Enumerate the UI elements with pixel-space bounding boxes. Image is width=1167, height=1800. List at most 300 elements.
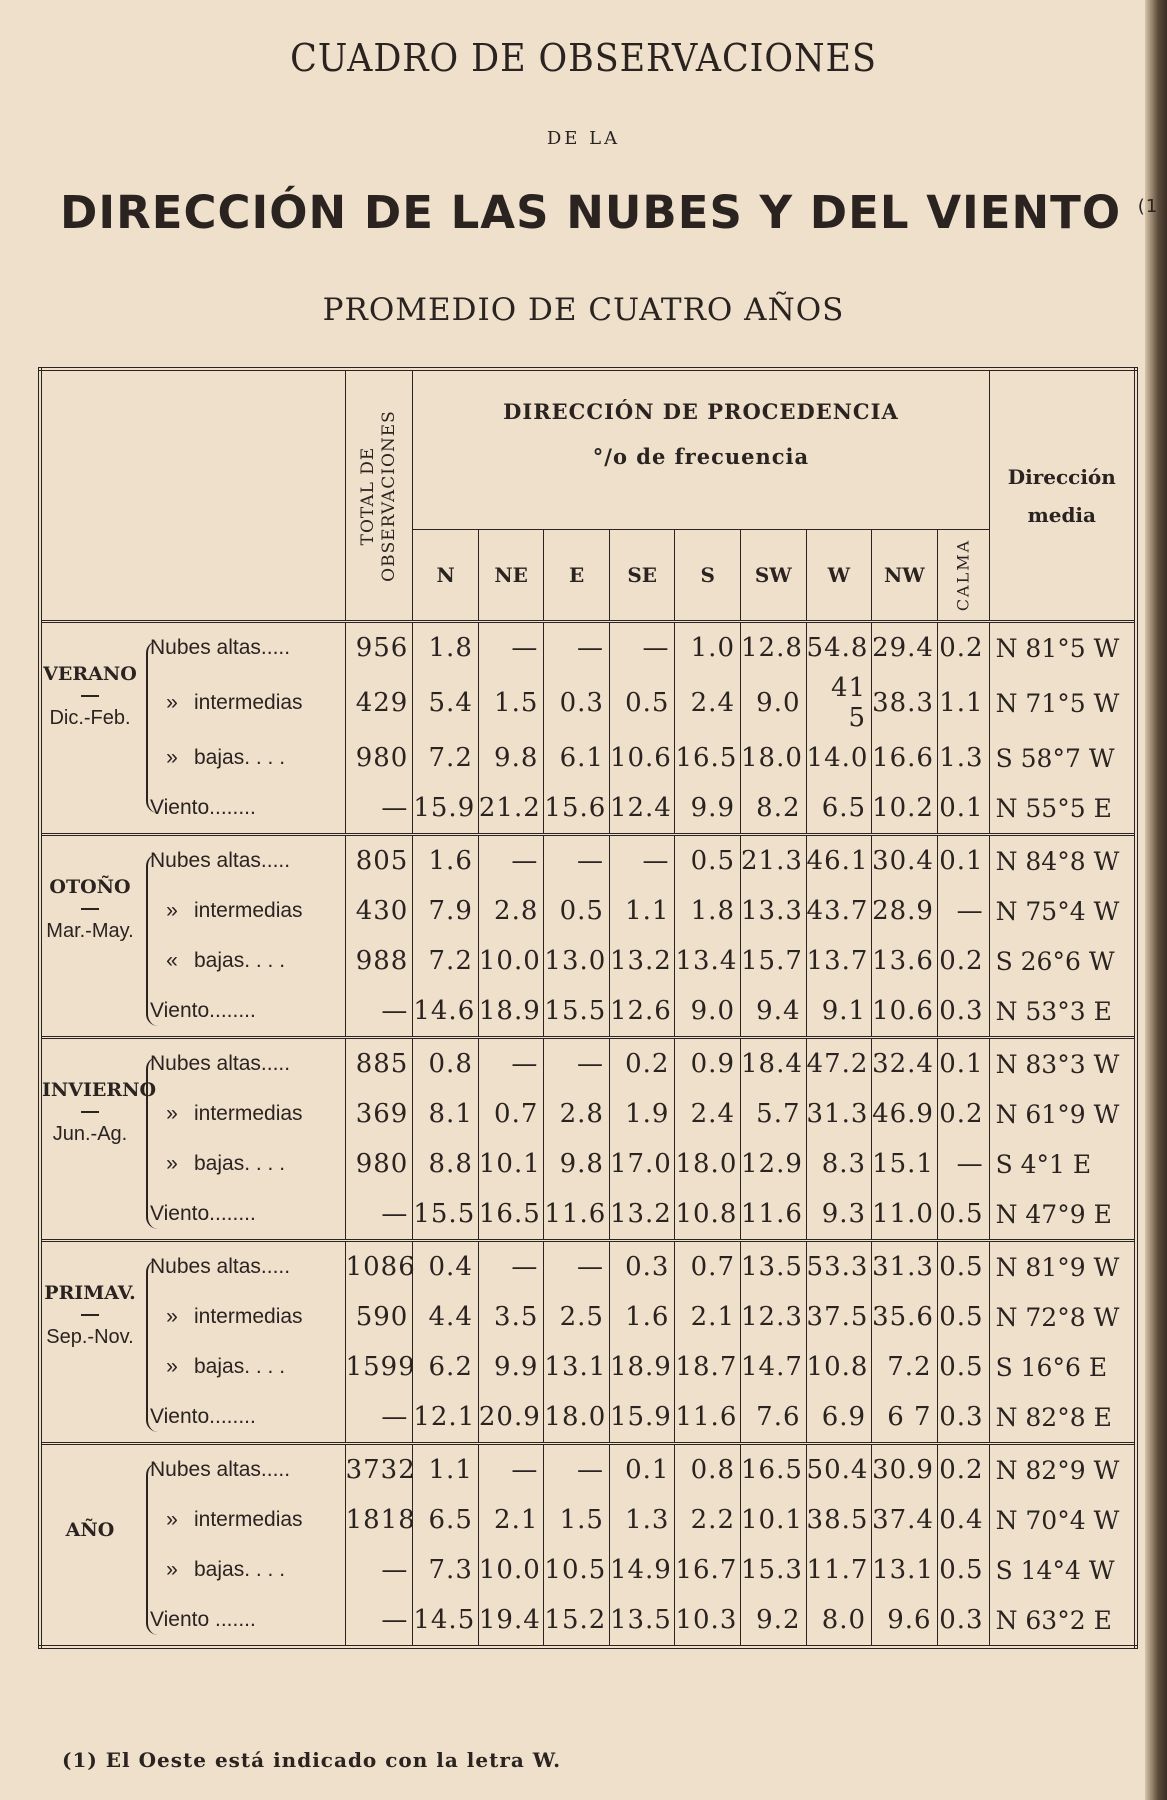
value-cell: 12.8 (741, 622, 807, 674)
value-cell: 11.7 (806, 1545, 872, 1595)
total-cell: — (345, 1189, 413, 1241)
season-months: Jun.-Ag. (52, 1123, 128, 1145)
value-cell: 1.5 (478, 673, 544, 733)
table-row (40, 622, 1136, 674)
total-cell: 430 (345, 886, 413, 936)
value-cell: 4.4 (413, 1292, 479, 1342)
media-cell: S 4°1 E (989, 1139, 1136, 1189)
value-cell: — (478, 1038, 544, 1090)
total-cell: 3732 (345, 1444, 413, 1496)
table-row (40, 936, 1136, 986)
value-cell: 0.3 (609, 1241, 675, 1293)
value-cell: 13.2 (609, 936, 675, 986)
row-label-cell (40, 1139, 345, 1189)
media-cell: N 75°4 W (989, 886, 1136, 936)
row-label-cell (40, 1595, 345, 1647)
value-cell: 14.6 (413, 986, 479, 1038)
value-cell: 13.5 (609, 1595, 675, 1647)
value-cell: 10.0 (478, 936, 544, 986)
value-cell: 18.0 (544, 1392, 610, 1444)
total-cell: 369 (345, 1089, 413, 1139)
page-edge (1145, 0, 1167, 1800)
value-cell: 16.5 (741, 1444, 807, 1496)
value-cell: 16.5 (478, 1189, 544, 1241)
value-cell: 0.5 (937, 1189, 989, 1241)
value-cell: 46.9 (872, 1089, 938, 1139)
value-cell: 28.9 (872, 886, 938, 936)
total-cell: 956 (345, 622, 413, 674)
value-cell: 10.1 (741, 1495, 807, 1545)
row-label: Nubes altas..... (150, 849, 291, 872)
value-cell: 0.5 (937, 1241, 989, 1293)
value-cell: 8.2 (741, 783, 807, 835)
value-cell: 2.4 (675, 673, 741, 733)
value-cell: 17.0 (609, 1139, 675, 1189)
value-cell: 0.1 (937, 1038, 989, 1090)
value-cell: 37.4 (872, 1495, 938, 1545)
value-cell: 2.2 (675, 1495, 741, 1545)
row-label: Nubes altas..... (150, 1255, 291, 1278)
table-row (40, 1545, 1136, 1595)
value-cell: 0.2 (937, 622, 989, 674)
value-cell: 18.9 (478, 986, 544, 1038)
value-cell: 15.9 (609, 1392, 675, 1444)
row-label: Viento........ (150, 1202, 256, 1225)
value-cell: — (478, 835, 544, 887)
value-cell: 1.1 (937, 673, 989, 733)
row-label: Viento........ (150, 999, 256, 1022)
column-header-ne: NE (478, 530, 544, 622)
value-cell: 6 7 (872, 1392, 938, 1444)
value-cell: 6.9 (806, 1392, 872, 1444)
value-cell: 1.8 (675, 886, 741, 936)
value-cell: 9.9 (675, 783, 741, 835)
column-header-n: N (413, 530, 479, 622)
row-label-cell (40, 936, 345, 986)
row-label: » intermedias (166, 1508, 303, 1531)
value-cell: 18.9 (609, 1342, 675, 1392)
value-cell: 38.3 (872, 673, 938, 733)
value-cell: 8.8 (413, 1139, 479, 1189)
season-name: INVIERNO Jun.-Ag. (42, 1075, 138, 1149)
footnote-mark: (1 (1137, 196, 1159, 217)
value-cell: — (609, 835, 675, 887)
row-label: » bajas. . . . (166, 1355, 286, 1378)
value-cell: — (937, 1139, 989, 1189)
value-cell: 0.7 (478, 1089, 544, 1139)
value-cell: 0.7 (675, 1241, 741, 1293)
table-row (40, 1089, 1136, 1139)
value-cell: 38.5 (806, 1495, 872, 1545)
column-header-se: SE (609, 530, 675, 622)
value-cell: 13.6 (872, 936, 938, 986)
value-cell: 43.7 (806, 886, 872, 936)
value-cell: 9.4 (741, 986, 807, 1038)
value-cell: 13.3 (741, 886, 807, 936)
value-cell: 32.4 (872, 1038, 938, 1090)
value-cell: 1.1 (413, 1444, 479, 1496)
value-cell: 41 5 (806, 673, 872, 733)
table-row (40, 1038, 1136, 1090)
value-cell: 12.9 (741, 1139, 807, 1189)
total-cell: — (345, 1545, 413, 1595)
total-cell: 980 (345, 1139, 413, 1189)
value-cell: 0.5 (675, 835, 741, 887)
media-cell: N 55°5 E (989, 783, 1136, 835)
value-cell: — (937, 886, 989, 936)
row-label-cell (40, 1392, 345, 1444)
value-cell: 0.3 (544, 673, 610, 733)
media-cell: N 70°4 W (989, 1495, 1136, 1545)
value-cell: 10.0 (478, 1545, 544, 1595)
total-cell: 1599 (345, 1342, 413, 1392)
value-cell: 0.1 (937, 783, 989, 835)
value-cell: 0.3 (937, 1392, 989, 1444)
season-months: Dic.-Feb. (49, 707, 131, 729)
media-cell: S 58°7 W (989, 733, 1136, 783)
value-cell: 9.8 (544, 1139, 610, 1189)
value-cell: 18.4 (741, 1038, 807, 1090)
value-cell: 7.2 (413, 733, 479, 783)
value-cell: 0.1 (937, 835, 989, 887)
value-cell: 1.5 (544, 1495, 610, 1545)
value-cell: 2.5 (544, 1292, 610, 1342)
value-cell: 0.5 (609, 673, 675, 733)
table-row (40, 733, 1136, 783)
direction-header: DIRECCIÓN DE PROCEDENCIA °/o de frecuencia (413, 369, 989, 530)
value-cell: 0.8 (413, 1038, 479, 1090)
value-cell: 2.4 (675, 1089, 741, 1139)
table-row (40, 1139, 1136, 1189)
value-cell: 8.0 (806, 1595, 872, 1647)
value-cell: 13.7 (806, 936, 872, 986)
value-cell: — (478, 1444, 544, 1496)
value-cell: 15.9 (413, 783, 479, 835)
total-cell: — (345, 1595, 413, 1647)
value-cell: — (544, 622, 610, 674)
value-cell: — (544, 1038, 610, 1090)
value-cell: 14.7 (741, 1342, 807, 1392)
row-label: » intermedias (166, 899, 303, 922)
value-cell: 9.2 (741, 1595, 807, 1647)
table-row (40, 1342, 1136, 1392)
value-cell: 11.6 (675, 1392, 741, 1444)
column-header-e: E (544, 530, 610, 622)
table-row (40, 1495, 1136, 1545)
value-cell: 6.2 (413, 1342, 479, 1392)
row-label: Nubes altas..... (150, 636, 291, 659)
value-cell: 30.4 (872, 835, 938, 887)
value-cell: 3.5 (478, 1292, 544, 1342)
value-cell: 0.2 (609, 1038, 675, 1090)
table-row (40, 1189, 1136, 1241)
value-cell: 2.1 (675, 1292, 741, 1342)
value-cell: 7.6 (741, 1392, 807, 1444)
value-cell: 53.3 (806, 1241, 872, 1293)
row-label: » bajas. . . . (166, 1152, 286, 1175)
value-cell: 20.9 (478, 1392, 544, 1444)
column-header-calma: CALMA (937, 530, 989, 622)
value-cell: 1.8 (413, 622, 479, 674)
total-cell: 1818 (345, 1495, 413, 1545)
season-months: Mar.-May. (46, 920, 134, 942)
total-cell: — (345, 1392, 413, 1444)
value-cell: 10.3 (675, 1595, 741, 1647)
row-label-cell (40, 886, 345, 936)
value-cell: 7.3 (413, 1545, 479, 1595)
media-cell: N 47°9 E (989, 1189, 1136, 1241)
media-cell: N 53°3 E (989, 986, 1136, 1038)
row-label-cell (40, 1495, 345, 1545)
media-cell: N 72°8 W (989, 1292, 1136, 1342)
value-cell: 9.0 (675, 986, 741, 1038)
total-cell: 805 (345, 835, 413, 887)
value-cell: 15.3 (741, 1545, 807, 1595)
media-cell: N 84°8 W (989, 835, 1136, 887)
subtitle: PROMEDIO DE CUATRO AÑOS (322, 292, 845, 328)
value-cell: 0.5 (544, 886, 610, 936)
table-row (40, 886, 1136, 936)
value-cell: 5.7 (741, 1089, 807, 1139)
value-cell: 16.7 (675, 1545, 741, 1595)
table-row (40, 673, 1136, 733)
value-cell: 15.1 (872, 1139, 938, 1189)
value-cell: 12.3 (741, 1292, 807, 1342)
table-row (40, 986, 1136, 1038)
total-cell: 988 (345, 936, 413, 986)
media-cell: N 82°8 E (989, 1392, 1136, 1444)
value-cell: 35.6 (872, 1292, 938, 1342)
value-cell: 11.6 (741, 1189, 807, 1241)
value-cell: 50.4 (806, 1444, 872, 1496)
media-cell: S 16°6 E (989, 1342, 1136, 1392)
value-cell: — (478, 1241, 544, 1293)
value-cell: 11.0 (872, 1189, 938, 1241)
value-cell: 2.1 (478, 1495, 544, 1545)
column-header-sw: SW (741, 530, 807, 622)
value-cell: 7.2 (872, 1342, 938, 1392)
row-label: Viento ....... (150, 1608, 256, 1631)
total-cell: 885 (345, 1038, 413, 1090)
media-cell: N 71°5 W (989, 673, 1136, 733)
row-label-cell (40, 1545, 345, 1595)
value-cell: 31.3 (872, 1241, 938, 1293)
value-cell: 0.3 (937, 1595, 989, 1647)
row-label-cell (40, 1342, 345, 1392)
value-cell: 11.6 (544, 1189, 610, 1241)
value-cell: 1.3 (609, 1495, 675, 1545)
row-label-cell (40, 986, 345, 1038)
value-cell: — (478, 622, 544, 674)
value-cell: 15.5 (413, 1189, 479, 1241)
row-label-cell (40, 1292, 345, 1342)
value-cell: 15.2 (544, 1595, 610, 1647)
value-cell: 9.8 (478, 733, 544, 783)
value-cell: 0.1 (609, 1444, 675, 1496)
column-header-nw: NW (872, 530, 938, 622)
value-cell: 9.0 (741, 673, 807, 733)
value-cell: 0.2 (937, 1444, 989, 1496)
observations-table (38, 367, 1138, 1712)
media-cell: S 14°4 W (989, 1545, 1136, 1595)
blank-header-cell (40, 369, 345, 622)
row-label: Nubes altas..... (150, 1458, 291, 1481)
value-cell: 0.5 (937, 1292, 989, 1342)
total-header: TOTAL DE OBSERVACIONES (345, 369, 413, 622)
value-cell: 6.5 (806, 783, 872, 835)
value-cell: — (544, 1241, 610, 1293)
value-cell: 1.3 (937, 733, 989, 783)
value-cell: 9.9 (478, 1342, 544, 1392)
value-cell: 29.4 (872, 622, 938, 674)
value-cell: 15.5 (544, 986, 610, 1038)
value-cell: 46.1 (806, 835, 872, 887)
row-label-cell (40, 1189, 345, 1241)
value-cell: 8.1 (413, 1089, 479, 1139)
value-cell: 47.2 (806, 1038, 872, 1090)
row-label-cell (40, 1089, 345, 1139)
value-cell: 9.1 (806, 986, 872, 1038)
row-label: » intermedias (166, 691, 303, 714)
value-cell: 10.2 (872, 783, 938, 835)
value-cell: 10.6 (872, 986, 938, 1038)
media-cell: N 82°9 W (989, 1444, 1136, 1496)
value-cell: 21.2 (478, 783, 544, 835)
value-cell: 18.0 (675, 1139, 741, 1189)
value-cell: 0.3 (937, 986, 989, 1038)
season-months: Sep.-Nov. (46, 1326, 134, 1348)
value-cell: 30.9 (872, 1444, 938, 1496)
total-cell: 1086 (345, 1241, 413, 1293)
value-cell: 1.1 (609, 886, 675, 936)
value-cell: 37.5 (806, 1292, 872, 1342)
row-label: « bajas. . . . (166, 949, 286, 972)
value-cell: 10.1 (478, 1139, 544, 1189)
value-cell: — (609, 622, 675, 674)
frequency-subheader: °/o de frecuencia (592, 444, 810, 469)
value-cell: 0.4 (413, 1241, 479, 1293)
table-row (40, 1241, 1136, 1293)
table-row (40, 1444, 1136, 1496)
media-cell: N 81°5 W (989, 622, 1136, 674)
value-cell: 19.4 (478, 1595, 544, 1647)
season-name: VERANO Dic.-Feb. (42, 659, 138, 733)
value-cell: 15.6 (544, 783, 610, 835)
value-cell: 9.3 (806, 1189, 872, 1241)
media-cell: N 63°2 E (989, 1595, 1136, 1647)
row-label: » intermedias (166, 1305, 303, 1328)
season-name: PRIMAV. Sep.-Nov. (42, 1278, 138, 1352)
table-row (40, 1292, 1136, 1342)
title-connector: DE LA (546, 128, 621, 149)
main-title: DIRECCIÓN DE LAS NUBES Y DEL VIENTO $^{(1}$ (60, 186, 1159, 239)
value-cell: 14.9 (609, 1545, 675, 1595)
value-cell: 1.0 (675, 622, 741, 674)
media-cell: S 26°6 W (989, 936, 1136, 986)
value-cell: 15.7 (741, 936, 807, 986)
season-name: AÑO (65, 1519, 115, 1541)
row-label-cell (40, 673, 345, 733)
value-cell: 12.1 (413, 1392, 479, 1444)
value-cell: 21.3 (741, 835, 807, 887)
value-cell: 6.5 (413, 1495, 479, 1545)
value-cell: 5.4 (413, 673, 479, 733)
total-cell: 590 (345, 1292, 413, 1342)
value-cell: 10.8 (806, 1342, 872, 1392)
column-header-s: S (675, 530, 741, 622)
value-cell: 16.5 (675, 733, 741, 783)
value-cell: 9.6 (872, 1595, 938, 1647)
row-label: » bajas. . . . (166, 1558, 286, 1581)
media-cell: N 81°9 W (989, 1241, 1136, 1293)
value-cell: 16.6 (872, 733, 938, 783)
footnote: (1) El Oeste está indicado con la letra W. (62, 1748, 562, 1772)
column-header-w: W (806, 530, 872, 622)
row-label: Nubes altas..... (150, 1052, 291, 1075)
value-cell: 14.0 (806, 733, 872, 783)
value-cell: 18.0 (741, 733, 807, 783)
value-cell: 13.4 (675, 936, 741, 986)
value-cell: 14.5 (413, 1595, 479, 1647)
value-cell: 13.1 (544, 1342, 610, 1392)
value-cell: — (544, 835, 610, 887)
value-cell: 12.6 (609, 986, 675, 1038)
total-cell: — (345, 986, 413, 1038)
table-row (40, 835, 1136, 887)
value-cell: 0.2 (937, 936, 989, 986)
value-cell: — (544, 1444, 610, 1496)
table-row (40, 1392, 1136, 1444)
value-cell: 2.8 (478, 886, 544, 936)
value-cell: 13.2 (609, 1189, 675, 1241)
row-label-cell (40, 733, 345, 783)
media-cell: N 83°3 W (989, 1038, 1136, 1090)
value-cell: 13.5 (741, 1241, 807, 1293)
value-cell: 10.5 (544, 1545, 610, 1595)
value-cell: 31.3 (806, 1089, 872, 1139)
season-name: OTOÑO Mar.-May. (42, 872, 138, 946)
media-cell: N 61°9 W (989, 1089, 1136, 1139)
value-cell: 10.8 (675, 1189, 741, 1241)
page-title: CUADRO DE OBSERVACIONES (290, 36, 877, 80)
row-label: Viento........ (150, 1405, 256, 1428)
value-cell: 8.3 (806, 1139, 872, 1189)
value-cell: 13.0 (544, 936, 610, 986)
row-label: Viento........ (150, 796, 256, 819)
value-cell: 13.1 (872, 1545, 938, 1595)
value-cell: 7.9 (413, 886, 479, 936)
value-cell: 0.5 (937, 1342, 989, 1392)
total-cell: — (345, 783, 413, 835)
value-cell: 0.5 (937, 1545, 989, 1595)
value-cell: 0.9 (675, 1038, 741, 1090)
table-row (40, 783, 1136, 835)
value-cell: 54.8 (806, 622, 872, 674)
total-cell: 429 (345, 673, 413, 733)
row-label-cell (40, 783, 345, 835)
value-cell: 1.6 (609, 1292, 675, 1342)
value-cell: 1.6 (413, 835, 479, 887)
value-cell: 2.8 (544, 1089, 610, 1139)
value-cell: 1.9 (609, 1089, 675, 1139)
row-label: » bajas. . . . (166, 746, 286, 769)
value-cell: 7.2 (413, 936, 479, 986)
total-cell: 980 (345, 733, 413, 783)
value-cell: 10.6 (609, 733, 675, 783)
value-cell: 12.4 (609, 783, 675, 835)
table-row (40, 1595, 1136, 1647)
value-cell: 0.8 (675, 1444, 741, 1496)
